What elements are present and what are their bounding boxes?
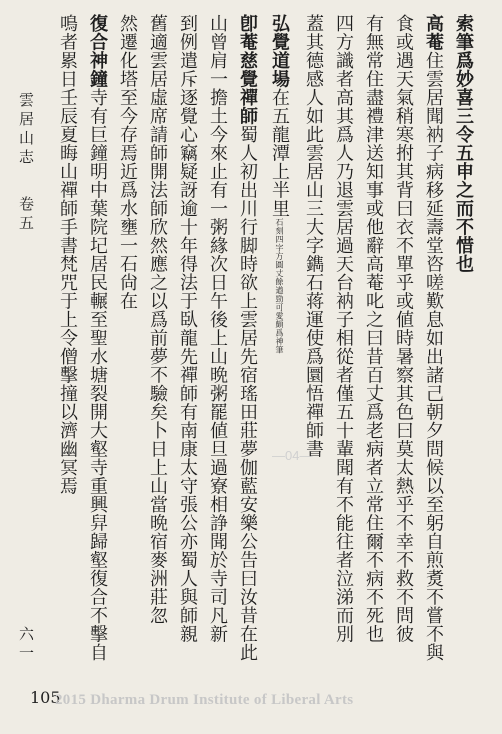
- text-column-2: 高菴住雲居聞衲子病移延壽堂咨嗟歎息如出諸己朝夕問候以至躬自煎煑不嘗不與: [423, 14, 444, 662]
- text-column-7: [269, 14, 290, 354]
- inline-note: 石刻四字方圓丈餘遒勁可愛頗爲神筆: [275, 217, 284, 354]
- column-7-text: 弘覺道場在五龍潭上半里: [269, 14, 290, 218]
- section-heading: 弘覺道場: [269, 14, 290, 88]
- page-number-cn: 六一: [17, 626, 35, 664]
- text-column-11: 舊適雲居虛席請師開法師欣然應之以爲前夢不驗矣卜日上山當晩宿麥洲莊忽: [147, 14, 168, 625]
- section-heading: 卽菴慈覺禪師: [237, 14, 258, 125]
- text-column-6: 蓋其德感人如此雲居山三大字鐫石蒋運使爲圜悟禪師書: [303, 14, 324, 458]
- volume-label: 卷五: [17, 196, 35, 234]
- text-column-10: 到例遣斥逐覺心竊疑訝逾十年得法于臥龍先禪師有南康太守張公亦蜀人與師親: [177, 14, 198, 643]
- text-column-1: 索筆爲妙喜三令五申之而不惜也: [453, 14, 474, 273]
- date-stamp: —04—: [272, 448, 313, 463]
- text-column-14: 鳴者累日壬辰夏晦山禪師手書梵咒于上令僧擊撞以濟幽冥焉: [57, 14, 78, 495]
- page-number: 105: [30, 688, 61, 707]
- section-heading: 高菴: [423, 14, 444, 51]
- text-column-9: 山曾肩一擔土今來止有一粥緣次日午後上山晩粥罷値旦過寮相諍聞於寺司凡新: [207, 14, 228, 643]
- text-column-12: 然遷化塔至今存焉近爲水壅一石尙在: [117, 14, 138, 310]
- text-column-4: 有無常住盡禮津送知事或他辭高菴叱之曰昔百丈爲老病者立常住爾不病不死也: [363, 14, 384, 643]
- watermark: 2015 Dharma Drum Institute of Liberal Arts: [55, 692, 354, 708]
- text-column-8: 卽菴慈覺禪師蜀人初出川行脚時欲上雲居先宿瑤田莊夢伽藍安樂公告曰汝昔在此: [237, 14, 258, 662]
- text-column-5: 四方識者高其爲人乃退雲居過天台衲子相從者僅五十輩聞有不能往者泣涕而別: [333, 14, 354, 643]
- text-column-3: 食或遇天氣稍寒拊其背曰衣不單乎或値時暑察其色曰莫太熱乎不幸不救不問彼: [393, 14, 414, 643]
- text-column-13: 復合神鐘寺有巨鐘明中葉院圮居民輾至聖水塘裂開大壑寺重興舁歸壑復合不擊自: [87, 14, 108, 662]
- book-title: 雲居山志: [17, 92, 35, 168]
- section-heading: 復合神鐘: [87, 14, 108, 88]
